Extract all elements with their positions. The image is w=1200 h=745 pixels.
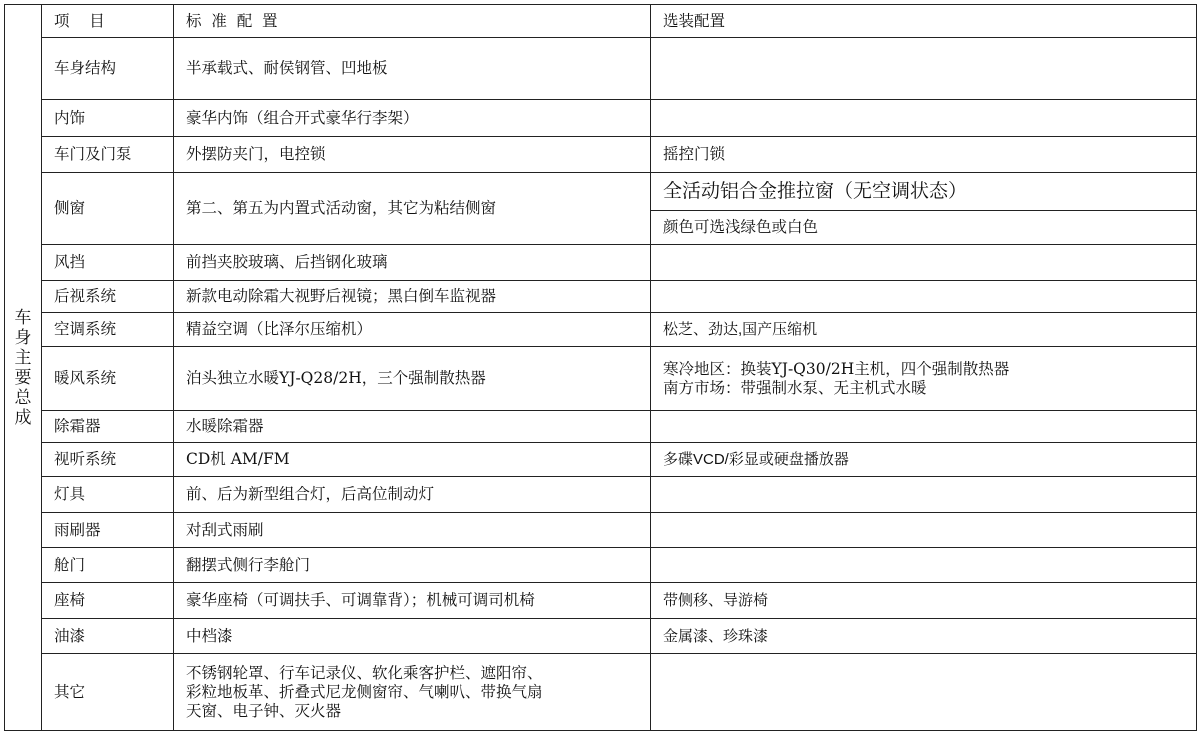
standard-cell: 翻摆式侧行李舱门 (174, 548, 651, 583)
table-row (5, 443, 1197, 477)
optional-cell (651, 477, 1197, 513)
standard-line: 不锈钢轮罩、行车记录仪、软化乘客护栏、遮阳帘、 (186, 663, 543, 682)
standard-line: 彩粒地板革、折叠式尼龙侧窗帘、气喇叭、带换气扇 (186, 682, 543, 701)
item-cell: 车身结构 (42, 38, 174, 100)
table-row (5, 654, 1197, 731)
item-cell: 暖风系统 (42, 347, 174, 411)
optional-cell (651, 411, 1197, 443)
item-cell: 油漆 (42, 619, 174, 654)
table-row (5, 100, 1197, 137)
optional-cell (651, 347, 1197, 411)
group-char: 成 (14, 407, 32, 428)
standard-cell: 水暖除霜器 (174, 411, 651, 443)
item-cell: 除霜器 (42, 411, 174, 443)
group-char: 主 (14, 347, 32, 368)
optional-line: 南方市场：带强制水泵、无主机式水暖 (663, 378, 927, 397)
configuration-table (4, 4, 1197, 731)
standard-cell: 前、后为新型组合灯，后高位制动灯 (174, 477, 651, 513)
item-cell: 视听系统 (42, 443, 174, 477)
standard-cell: 泊头独立水暖YJ-Q28/2H，三个强制散热器 (174, 347, 651, 411)
optional-line: 寒冷地区：换装YJ-Q30/2H主机，四个强制散热器 (663, 359, 1010, 378)
standard-line: 天窗、电子钟、灭火器 (186, 701, 342, 720)
standard-cell: 豪华座椅（可调扶手、可调靠背）；机械可调司机椅 (174, 583, 651, 619)
optional-cell (651, 38, 1197, 100)
optional-cell: 松芝、劲达,国产压缩机 (651, 313, 1197, 347)
standard-cell: CD机 AM/FM (174, 443, 651, 477)
optional-cell: 颜色可选浅绿色或白色 (651, 211, 1197, 245)
standard-cell: 豪华内饰（组合开式豪华行李架） (174, 100, 651, 137)
item-cell: 雨刷器 (42, 513, 174, 548)
standard-cell: 中档漆 (174, 619, 651, 654)
item-cell: 座椅 (42, 583, 174, 619)
header-item: 项 目 (42, 5, 174, 38)
table-row (5, 347, 1197, 411)
standard-cell (174, 654, 651, 731)
table-row (5, 313, 1197, 347)
standard-cell: 对刮式雨刷 (174, 513, 651, 548)
optional-cell (651, 100, 1197, 137)
table-row (5, 137, 1197, 173)
table-row (5, 173, 1197, 211)
optional-cell (651, 513, 1197, 548)
standard-cell: 第二、第五为内置式活动窗，其它为粘结侧窗 (174, 173, 651, 245)
group-char: 身 (14, 327, 32, 348)
item-cell: 舱门 (42, 548, 174, 583)
table-row (5, 245, 1197, 281)
optional-cell: 摇控门锁 (651, 137, 1197, 173)
group-char: 要 (14, 367, 32, 388)
group-char: 总 (14, 387, 32, 408)
standard-cell: 精益空调（比泽尔压缩机） (174, 313, 651, 347)
item-cell: 空调系统 (42, 313, 174, 347)
table-row (5, 583, 1197, 619)
header-optional: 选装配置 (651, 5, 1197, 38)
optional-cell: 金属漆、珍珠漆 (651, 619, 1197, 654)
optional-cell: 带侧移、导游椅 (651, 583, 1197, 619)
optional-cell (651, 654, 1197, 731)
optional-cell: 全活动铝合金推拉窗（无空调状态） (651, 173, 1197, 211)
item-cell: 后视系统 (42, 281, 174, 313)
standard-cell: 前挡夹胶玻璃、后挡钢化玻璃 (174, 245, 651, 281)
table-row (5, 619, 1197, 654)
item-cell: 侧窗 (42, 173, 174, 245)
item-cell: 灯具 (42, 477, 174, 513)
table-row (5, 38, 1197, 100)
item-cell: 内饰 (42, 100, 174, 137)
header-row (5, 5, 1197, 38)
table-row (5, 411, 1197, 443)
item-cell: 风挡 (42, 245, 174, 281)
table-row (5, 477, 1197, 513)
item-cell: 车门及门泵 (42, 137, 174, 173)
optional-cell (651, 281, 1197, 313)
standard-cell: 新款电动除霜大视野后视镜；黑白倒车监视器 (174, 281, 651, 313)
header-standard: 标 准 配 置 (174, 5, 651, 38)
group-char: 车 (14, 307, 32, 328)
standard-cell: 外摆防夹门，电控锁 (174, 137, 651, 173)
optional-cell: 多碟VCD/彩显或硬盘播放器 (651, 443, 1197, 477)
table-row (5, 513, 1197, 548)
group-label-cell (5, 5, 42, 731)
optional-cell (651, 548, 1197, 583)
optional-cell (651, 245, 1197, 281)
item-cell: 其它 (42, 654, 174, 731)
table-row (5, 548, 1197, 583)
table-row (5, 281, 1197, 313)
standard-cell: 半承载式、耐侯钢管、凹地板 (174, 38, 651, 100)
